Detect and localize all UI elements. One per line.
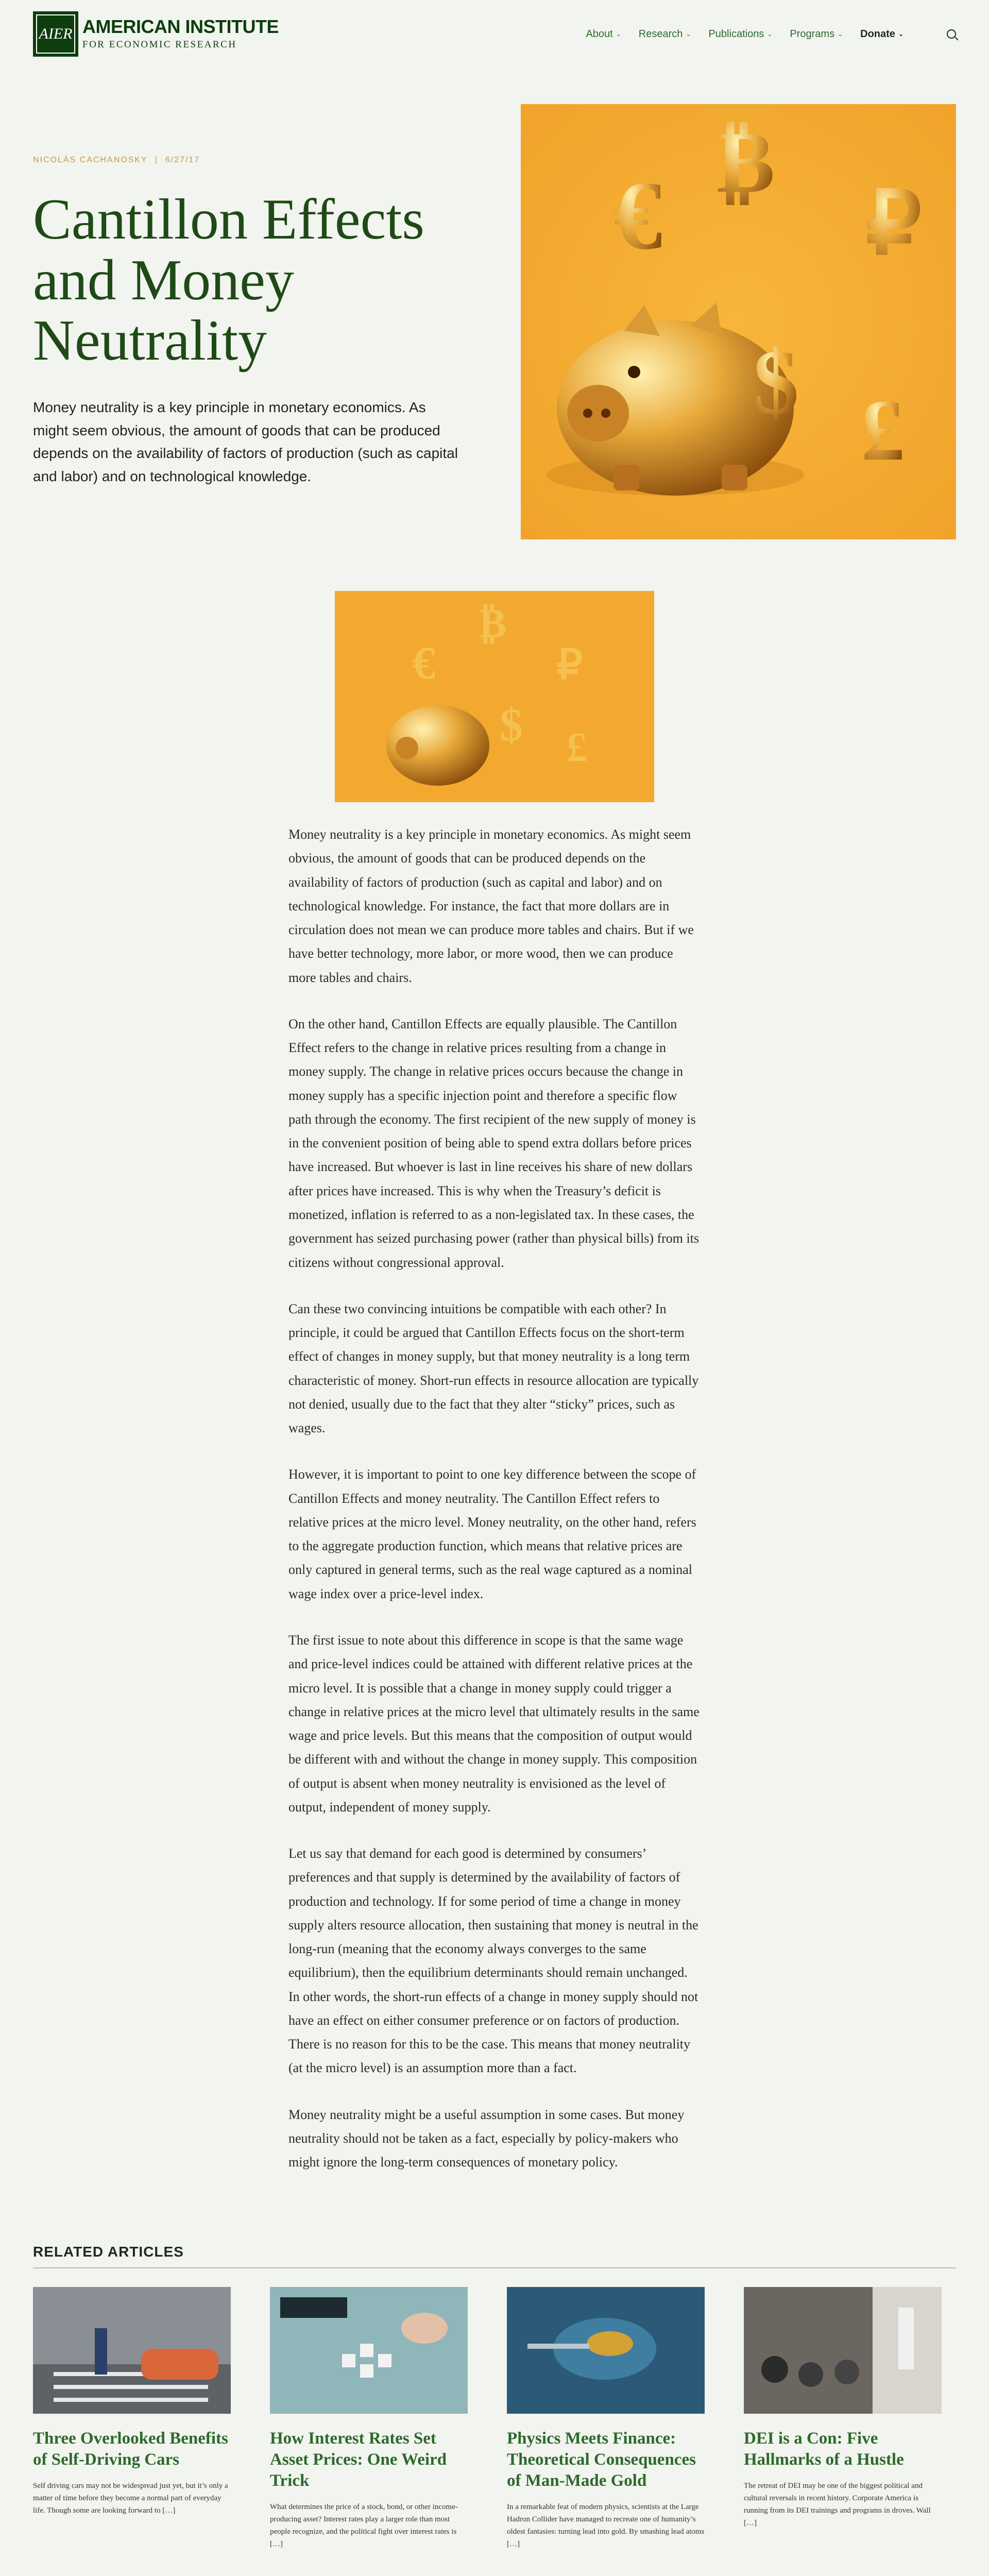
chevron-down-icon: ⌄ bbox=[616, 30, 621, 38]
article-paragraph: Money neutrality is a key principle in monetary economics. As might seem obvious, the amount of goods that can be produced depends on the availability of factors of production (such as capital and labor) and on technological knowledge. For instance, the fact that more dollars are in circulation does not mean we can produce more tables and chairs. But if we have better technology, more labor, or more wood, then we can produce more tables and chairs. bbox=[288, 827, 694, 985]
chevron-down-icon: ⌄ bbox=[686, 30, 691, 38]
main-nav bbox=[586, 28, 956, 40]
article-image-gold-piggy-bank bbox=[335, 591, 654, 802]
article-body bbox=[288, 823, 701, 2175]
publish-date: 6/27/17 bbox=[165, 156, 200, 164]
byline-separator: | bbox=[155, 156, 158, 164]
article-title: Cantillon Effects and Money Neutrality bbox=[33, 188, 424, 373]
article-lede: Money neutrality is a key principle in monetary economics. As might seem obvious, the amount of goods that can be produced depends on the availability of factors of production (such as capital and labor) and on technological knowledge. bbox=[33, 399, 458, 485]
card-title[interactable]: How Interest Rates Set Asset Prices: One Weird Trick bbox=[270, 2429, 447, 2490]
author-link[interactable]: NICOLÁS CACHANOSKY bbox=[33, 156, 148, 164]
svg-text:£: £ bbox=[861, 382, 905, 479]
related-card[interactable] bbox=[744, 2287, 942, 2551]
nav-programs[interactable]: Programs ⌄ bbox=[790, 28, 843, 40]
nav-publications[interactable]: Publications ⌄ bbox=[708, 28, 773, 40]
card-image-dei-meeting bbox=[744, 2287, 942, 2414]
article-hero bbox=[0, 68, 989, 539]
article-paragraph: However, it is important to point to one key difference between the scope of Cantillon Effects and money neutrality. The Cantillon Effect refers to relative prices at the micro level. Money neutrality, on the other hand, refers to the aggregate production function, which means that relative prices are only captured in general terms, such as the real wage captured as a nominal wage index over a price-level index. bbox=[288, 1467, 696, 1601]
card-title[interactable]: Physics Meets Finance: Theoretical Consequences of Man-Made Gold bbox=[507, 2429, 696, 2490]
related-card[interactable] bbox=[507, 2287, 705, 2551]
article-paragraph: Let us say that demand for each good is determined by consumers’ preferences and that supply is determined by the availability of factors of production and technology. If for some period of time a change in money supply alters resource allocation, then sustaining that money is neutral in the long-run (meaning that the economy always converges to the same equilibrium), then the equilibrium determinants should remain unchanged. In other words, the short-run effects of a change in money supply should not have an effect on either consumer preference or on factors of production. There is no reason for this to be the case. This means that money neutrality (at the micro level) is an assumption more than a fact. bbox=[288, 1846, 698, 2076]
svg-text:$: $ bbox=[753, 331, 799, 433]
chevron-down-icon: ⌄ bbox=[898, 30, 903, 38]
related-articles-heading: RELATED ARTICLES bbox=[33, 2244, 956, 2268]
card-image-interest-blocks bbox=[270, 2287, 468, 2414]
card-title[interactable]: Three Overlooked Benefits of Self-Driving Cars bbox=[33, 2429, 228, 2469]
related-card[interactable] bbox=[33, 2287, 231, 2551]
card-excerpt: What determines the price of a stock, bond, or other income-producing asset? Interest rates play a larger role than most people recognize, and the political fight over interest rates is […] bbox=[270, 2503, 458, 2549]
nav-donate[interactable]: Donate ⌄ bbox=[860, 28, 903, 40]
article-paragraph: The first issue to note about this difference in scope is that the same wage and price-level indices could be attained with different relative prices at the micro level. It is possible that a change in money supply could trigger a change in relative prices at the micro level that ultimately results in the same wage and price levels. But this means that the composition of output would be different with and without the change in money supply. This composition of output is absent when money neutrality is envisioned as the level of output, independent of money supply. bbox=[288, 1632, 700, 1815]
related-card[interactable] bbox=[270, 2287, 468, 2551]
svg-text:₿: ₿ bbox=[717, 114, 775, 211]
site-logo[interactable] bbox=[33, 11, 279, 57]
svg-text:£: £ bbox=[567, 725, 587, 770]
svg-text:$: $ bbox=[500, 700, 523, 751]
article-paragraph: Money neutrality might be a useful assumption in some cases. But money neutrality should not be taken as a fact, especially by policy-makers who might ignore the long-term consequences of monetary policy. bbox=[288, 2107, 685, 2170]
svg-text:€: € bbox=[613, 162, 662, 270]
logo-title: AMERICAN INSTITUTE bbox=[82, 16, 279, 37]
article-paragraph: Can these two convincing intuitions be compatible with each other? In principle, it could be argued that Cantillon Effects focus on the short-term effect of changes in money supply, but that money neutrality is a long term characteristic of money. Short-run effects in resource allocation are typically not denied, usually due to the fact that they alter “sticky” prices, such as wages. bbox=[288, 1301, 699, 1436]
card-excerpt: In a remarkable feat of modern physics, scientists at the Large Hadron Collider have managed to recreate one of humanity’s oldest fantasies: turning lead into gold. By smashing lead atoms […] bbox=[507, 2503, 705, 2549]
svg-text:€: € bbox=[412, 638, 435, 689]
search-icon[interactable] bbox=[947, 29, 956, 39]
chevron-down-icon: ⌄ bbox=[767, 30, 773, 38]
card-excerpt: The retreat of DEI may be one of the biggest political and cultural reversals in recent history. Corporate America is running from its DEI trainings and programs in droves. Wall […] bbox=[744, 2482, 931, 2528]
site-header bbox=[0, 0, 989, 68]
card-image-gold-spoon bbox=[507, 2287, 705, 2414]
chevron-down-icon: ⌄ bbox=[838, 30, 843, 38]
article-paragraph: On the other hand, Cantillon Effects are equally plausible. The Cantillon Effect refers to the change in relative prices resulting from a change in money supply. The change in relative prices occurs because the change in money supply has a specific injection point and therefore a specific flow path through the economy. The first recipient of the new supply of money is in the convenient position of being able to spend extra dollars before prices have increased. But whoever is last in line receives his share of new dollars after prices have increased. This is why when the Treasury’s deficit is monetized, inflation is referred to as a non-legislated tax. In these cases, the government has seized purchasing power (rather than physical bills) from its citizens without congressional approval. bbox=[288, 1016, 700, 1270]
byline bbox=[33, 156, 464, 165]
nav-research[interactable]: Research ⌄ bbox=[638, 28, 691, 40]
hero-image-gold-piggy-bank bbox=[521, 104, 956, 539]
card-title[interactable]: DEI is a Con: Five Hallmarks of a Hustle bbox=[744, 2429, 904, 2469]
svg-text:₽: ₽ bbox=[866, 176, 922, 273]
logo-mark: AIER bbox=[33, 11, 78, 57]
card-image-self-driving-car bbox=[33, 2287, 231, 2414]
nav-about[interactable]: About ⌄ bbox=[586, 28, 621, 40]
related-articles bbox=[0, 2244, 989, 2551]
svg-text:₿: ₿ bbox=[479, 601, 507, 647]
logo-subtitle: FOR ECONOMIC RESEARCH bbox=[82, 39, 237, 50]
card-excerpt: Self driving cars may not be widespread just yet, but it’s only a matter of time before they become a normal part of everyday life. Though some are looking forward to […] bbox=[33, 2482, 228, 2515]
svg-text:₽: ₽ bbox=[556, 642, 583, 688]
